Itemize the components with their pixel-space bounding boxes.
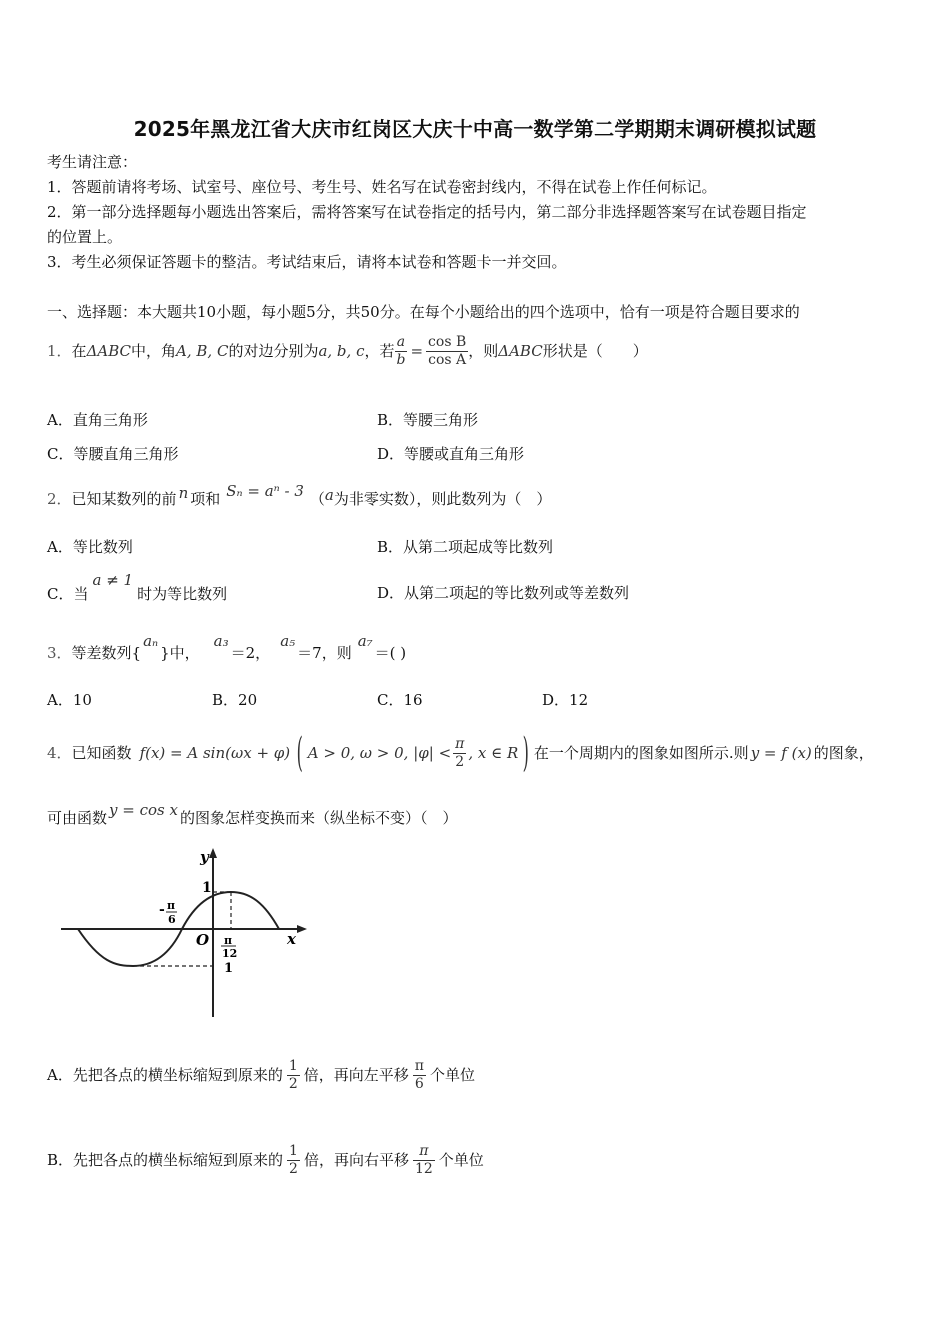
question-4-cont: 可由函数 y = cos x 的图象怎样变换而来（纵坐标不变）（ ） [47, 801, 458, 827]
q2-option-c: C．当 a ≠ 1 时为等比数列 [47, 571, 228, 603]
q1-option-a: A．直角三角形 [47, 411, 148, 429]
y-axis-arrow [209, 848, 217, 858]
q3-option-b: B．20 [212, 691, 258, 709]
question-4: 4． 已知函数 f(x) = A sin(ωx + φ) ( A > 0, ω > 0, |φ| < $\frac{\pi}{2}$ , x ∈ R ) 在一个周期内的图象如图所示.则 y = f (x) 的图象， [47, 730, 874, 776]
section-heading: 一、选择题：本大题共10小题，每小题5分，共50分。在每个小题给出的四个选项中，恰有一项是符合题目要求的 [47, 303, 800, 321]
neg-pi-label: π [167, 899, 176, 912]
q4-option-b: B．先把各点的横坐标缩短到原来的 $\frac{1}{2}$ 倍，再向右平移 $\frac{\pi}{12}$ 个单位 [47, 1142, 484, 1177]
question-3: 3． 等差数列{ aₙ }中， a₃ ＝2， a₅ ＝7，则 a₇ ＝( ) [47, 632, 407, 662]
q2-number: 2． [47, 490, 72, 508]
neg-six-label: 6 [168, 913, 176, 926]
x-label: x [287, 930, 296, 948]
q1-option-b: B．等腰三角形 [377, 411, 479, 429]
q1-triangle: ΔABC [86, 342, 132, 360]
q2-option-a: A．等比数列 [47, 538, 133, 556]
q3-option-c: C．16 [377, 691, 423, 709]
q1-fraction-a-b: $\frac{a}{b}$ [396, 333, 406, 368]
q1-fraction-cos: $\frac{\text{cos B}}{\text{cos A}}$ [428, 333, 467, 368]
q1-sides: a, b, c [318, 342, 365, 360]
q3-option-a: A．10 [47, 691, 92, 709]
max-value-label: 1 [202, 880, 212, 896]
notice-item-2: 2．第一部分选择题每小题选出答案后，需将答案写在试卷指定的括号内，第二部分非选择题答案写在试卷题目指定 [47, 203, 807, 221]
q4-pi-over-2: $\frac{\pi}{2}$ [455, 735, 465, 770]
q2-option-b: B．从第二项起成等比数列 [377, 538, 554, 556]
q2-formula: Sₙ = aⁿ - 3 [226, 482, 304, 500]
q1-option-c: C．等腰直角三角形 [47, 445, 179, 463]
q4-option-a: A．先把各点的横坐标缩短到原来的 $\frac{1}{2}$ 倍，再向左平移 $\frac{\pi}{6}$ 个单位 [47, 1057, 475, 1092]
notice-item-2-cont: 的位置上。 [47, 228, 123, 246]
q3-option-d: D．12 [542, 691, 589, 709]
q1-angles: A, B, C [176, 342, 229, 360]
q4-function: f(x) = A sin(ωx + φ) [139, 744, 291, 762]
q4-right-bracket: ) [522, 730, 530, 776]
notice-item-1: 1．答题前请将考场、试室号、座位号、考生号、姓名写在试卷密封线内，不得在试卷上作任何标记。 [47, 178, 717, 196]
question-1: 1． 在 ΔABC 中，角 A, B, C 的对边分别为 a, b, c ，若 $\frac{a}{b}$ = $\frac{\text{cos B}}{\text{cos A}}$ ，则 ΔABC 形状是（ ） [47, 333, 648, 368]
q3-number: 3． [47, 644, 72, 662]
origin-label: O [196, 931, 210, 949]
min-value-label: 1 [224, 961, 234, 976]
question-2: 2． 已知某数列的前 n 项和 Sₙ = aⁿ - 3 （ a 为非零实数），则此数列为（ ） [47, 482, 552, 508]
neg-sign: - [159, 902, 165, 918]
q1-number: 1． [47, 342, 72, 360]
x-axis-arrow [297, 925, 307, 933]
q4-left-bracket: ( [296, 730, 304, 776]
pi12-pi-label: π [224, 934, 233, 947]
q4-number: 4． [47, 744, 72, 762]
notice-heading: 考生请注意： [47, 153, 138, 171]
pi12-den-label: 12 [222, 947, 238, 960]
q1-option-d: D．等腰或直角三角形 [377, 445, 525, 463]
page-title: 2025年黑龙江省大庆市红岗区大庆十中高一数学第二学期期末调研模拟试题 [133, 117, 817, 141]
notice-item-3: 3．考生必须保证答题卡的整洁。考试结束后，请将本试卷和答题卡一并交回。 [47, 253, 567, 271]
q4-function-graph [55, 842, 315, 1022]
q2-option-d: D．从第二项起的等比数列或等差数列 [377, 584, 630, 602]
y-label: y [200, 848, 209, 866]
